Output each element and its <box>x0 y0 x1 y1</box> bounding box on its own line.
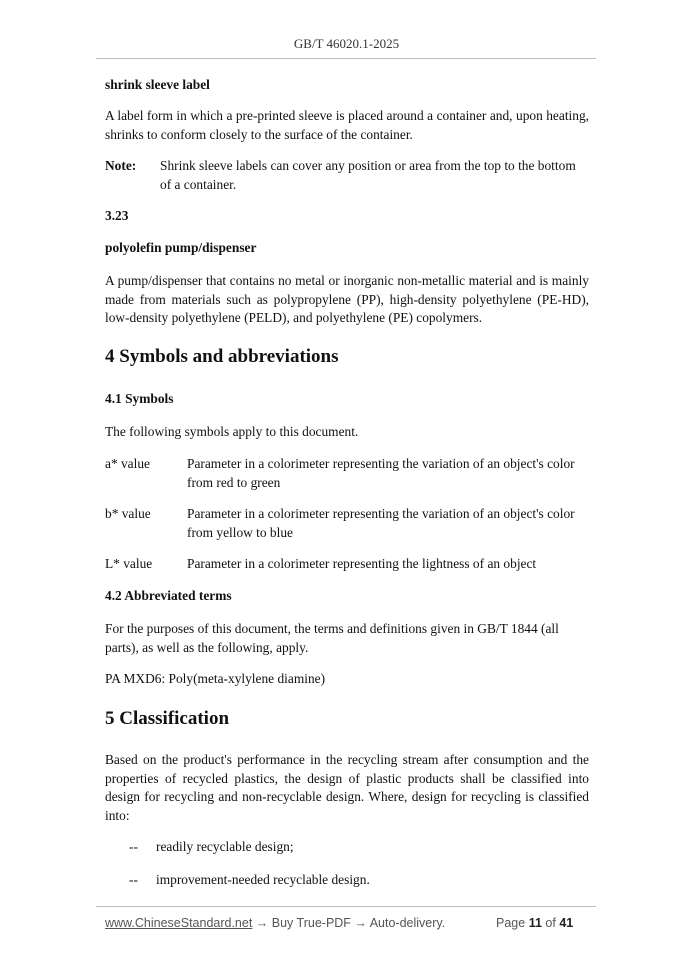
current-page-number: 11 <box>528 916 542 930</box>
footer-promo <box>105 916 445 930</box>
page-word: Page <box>496 916 526 930</box>
total-pages-number: 41 <box>559 916 574 930</box>
symbol-definition: Parameter in a colorimeter representing the variation of an object's color from red to green <box>187 456 575 490</box>
list-marker: -- <box>129 839 138 854</box>
subsection-4-1-heading: 4.1 Symbols <box>105 391 174 406</box>
list-item-text: readily recyclable design; <box>156 839 294 854</box>
term-number-3-23: 3.23 <box>105 208 129 223</box>
abbreviation-entry: PA MXD6: Poly(meta-xylylene diamine) <box>105 671 326 686</box>
term-definition-shrink-sleeve: A label form in which a pre-printed sleeve is placed around a container and, upon heating, shrinks to conform closely to the surface of the container. <box>105 108 589 142</box>
term-definition-polyolefin-pump: A pump/dispenser that contains no metal or inorganic non-metallic material and is mainly made from materials such as polypropylene (PP), high-density polyethylene (PE-HD), low-density polyethylene (PELD), and polyethylene (PE) copolymers. <box>105 273 589 325</box>
symbol-term: b* value <box>105 506 151 521</box>
note-label: Note: <box>105 158 137 173</box>
symbols-intro: The following symbols apply to this document. <box>105 424 359 439</box>
classification-paragraph: Based on the product's performance in the recycling stream after consumption and the properties of recycled plastics, the design of plastic products shall be classified into design for recycling and non-recyclable design. Where, design for recycling is classified into: <box>105 752 589 823</box>
symbol-definition: Parameter in a colorimeter representing the variation of an object's color from yellow to blue <box>187 506 575 540</box>
symbol-definition: Parameter in a colorimeter representing the lightness of an object <box>187 556 537 571</box>
subsection-4-2-heading: 4.2 Abbreviated terms <box>105 588 232 603</box>
symbol-term: L* value <box>105 556 153 571</box>
section-4-heading: 4 Symbols and abbreviations <box>105 346 339 367</box>
abbreviations-intro: For the purposes of this document, the terms and definitions given in GB/T 1844 (all parts), as well as the following, apply. <box>105 621 559 655</box>
header-rule <box>96 58 596 59</box>
symbol-term: a* value <box>105 456 150 471</box>
term-title-shrink-sleeve: shrink sleeve label <box>105 77 210 92</box>
of-word: of <box>545 916 556 930</box>
footer-site-link[interactable]: www.ChineseStandard.net <box>105 916 253 930</box>
note-text: Shrink sleeve labels can cover any position or area from the top to the bottom of a container. <box>160 158 576 192</box>
list-marker: -- <box>129 872 138 887</box>
running-header: GB/T 46020.1-2025 <box>293 36 400 51</box>
list-item-text: improvement-needed recyclable design. <box>156 872 370 887</box>
footer-rule <box>96 906 596 907</box>
section-5-heading: 5 Classification <box>105 708 230 729</box>
term-title-polyolefin-pump: polyolefin pump/dispenser <box>105 240 257 255</box>
footer-tagline: → Buy True-PDF → Auto-delivery. <box>252 916 446 930</box>
page-indicator <box>496 916 573 930</box>
